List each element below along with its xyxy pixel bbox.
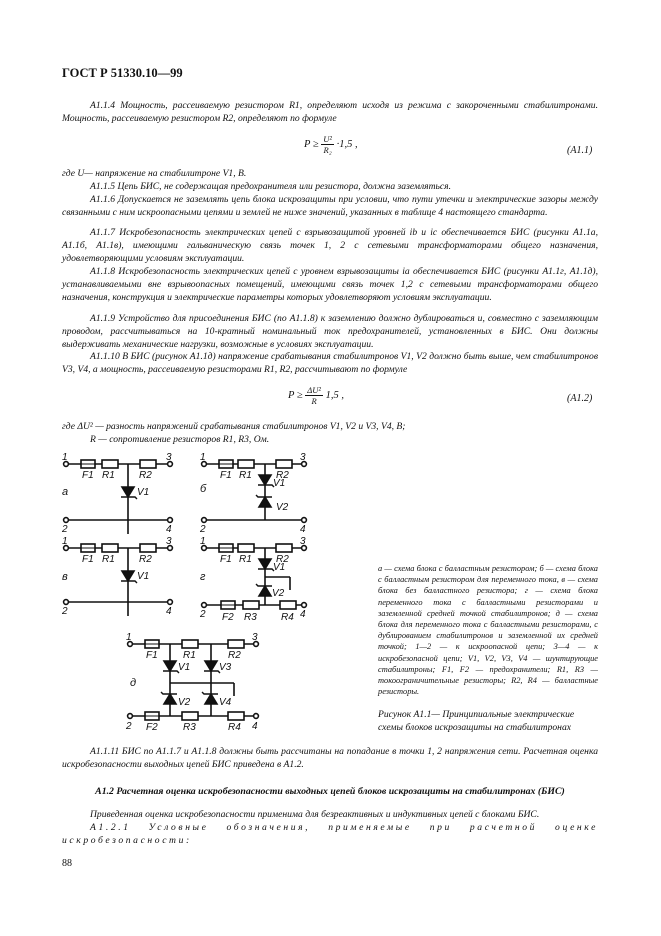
paragraph-a114: А1.1.4 Мощность, рассеиваемую резистором R1, определяют исходя из режима с закороченными стабилитронами. Мощность, рассеиваемую резистором R2, определяют по формуле [62, 100, 598, 124]
label-r1: R1 [183, 650, 196, 661]
label-f2: F2 [222, 612, 234, 623]
paragraph-a119: А1.1.9 Устройство для присоединения БИС (по А1.1.8) к заземлению должно дублироваться и, совместно с заземляющим проводом, рассчитываться на 10-кратный номинальный ток предохранителей, установленных в БИС. Они должны выдерживать механические нагрузки, возможные в условиях эксплуатации. [62, 313, 598, 350]
formula-rhs: ·1,5 , [336, 138, 358, 150]
diagram-b [202, 460, 307, 522]
label-t3: 3 [166, 536, 172, 547]
label-t2: 2 [62, 606, 68, 617]
formula-numerator: U² [323, 134, 332, 144]
label-t4: 4 [300, 524, 306, 535]
label-r2: R2 [276, 470, 289, 481]
label-r1: R1 [239, 554, 252, 565]
label-t4: 4 [300, 609, 306, 620]
diagram-a [64, 460, 173, 534]
label-a: а [62, 486, 69, 498]
formula-denominator: R [311, 396, 317, 406]
label-v2: V2 [276, 502, 289, 513]
label-v2: V2 [272, 588, 285, 599]
label-f1: F1 [82, 554, 94, 565]
label-r1: R1 [102, 554, 115, 565]
figure-caption: Рисунок А1.1— Принципиальные электрические схемы блоков искрозащиты на стабилитронах [378, 709, 575, 733]
label-t4: 4 [166, 524, 172, 535]
where-u: где U— напряжение на стабилитроне V1, В. [62, 168, 247, 179]
formula-numerator: ΔU² [307, 385, 321, 395]
label-v4: V4 [219, 697, 232, 708]
paragraph-a116: А1.1.6 Допускается не заземлять цепь блока искрозащиты при условии, что пути утечки и электрические зазоры между связанными с ним искроопасными цепями и землей не ниже значений, указанных в таблице 4 настоящего стандарта. [62, 194, 598, 218]
label-t3: 3 [300, 536, 306, 547]
label-t1: 1 [200, 536, 206, 547]
paragraph-a121: А1.2.1 Условные обозначения, применяемые при расчетной оценке искробезопасности: [62, 822, 598, 846]
where-delta-u: где ΔU² — разность напряжений срабатывания стабилитронов V1, V2 и V3, V4, В; [62, 421, 406, 432]
label-t2: 2 [126, 721, 132, 732]
label-r2: R2 [139, 554, 152, 565]
label-t1: 1 [62, 536, 68, 547]
label-t4: 4 [166, 606, 172, 617]
label-r3: R3 [183, 722, 196, 733]
label-r1: R1 [102, 470, 115, 481]
label-v1: V1 [137, 487, 150, 498]
label-f1: F1 [146, 650, 158, 661]
equation-number-a12: (А1.2) [567, 393, 593, 404]
formula-lhs: P ≥ [304, 138, 319, 150]
document-header: ГОСТ Р 51330.10—99 [62, 66, 183, 80]
paragraph-a1111: А1.1.11 БИС по А1.1.7 и А1.1.8 должны быть рассчитаны на попадание в точки 1, 2 напряжения сети. Расчетная оценка искробезопасности выходных цепей БИС приведена в А1.2. [62, 746, 598, 770]
label-g: г [200, 571, 206, 583]
label-t1: 1 [126, 632, 132, 643]
label-d: д [130, 677, 137, 689]
diagram-g [202, 544, 307, 609]
label-f1: F1 [82, 470, 94, 481]
label-v1: V1 [273, 562, 286, 573]
section-heading-a12: А1.2 Расчетная оценка искробезопасности выходных цепей блоков искрозащиты на стабилитронах (БИС) [95, 786, 565, 797]
diagram-v [64, 544, 173, 616]
label-t4: 4 [252, 721, 258, 732]
label-t1: 1 [62, 452, 68, 463]
paragraph-a1110: А1.1.10 В БИС (рисунок А1.1д) напряжение срабатывания стабилитронов V1, V2 должно быть выше, чем стабилитронов V3, V4, а мощность, рассеиваемую резисторами R1, R2, рассчитывают по формуле [62, 351, 598, 375]
label-r3: R3 [244, 612, 257, 623]
equation-number-a11: (А1.1) [567, 145, 593, 156]
paragraph-a115: А1.1.5 Цепь БИС, не содержащая предохранителя или резистора, должна заземляться. [90, 181, 452, 192]
label-r4: R4 [228, 722, 241, 733]
label-v1: V1 [178, 662, 191, 673]
formula-rhs: 1,5 , [325, 389, 344, 401]
where-r: R — сопротивление резисторов R1, R3, Ом. [90, 434, 270, 445]
formula-lhs: P ≥ [288, 389, 303, 401]
label-v1: V1 [273, 478, 286, 489]
label-f1: F1 [220, 470, 232, 481]
label-t3: 3 [166, 452, 172, 463]
label-r2: R2 [228, 650, 241, 661]
paragraph-a118: А1.1.8 Искробезопасность электрических цепей с уровнем взрывозащиты ia обеспечивается БИС (рисунки А1.1г, А1.1д), устанавливаемыми вне взрывоопасных помещений, имеющими связь точек 1,2 с сетевыми трансформаторами общего назначения, конструкция и электрические параметры которых удовлетворяют условиям эксплуатации. [62, 266, 598, 303]
label-r2: R2 [139, 470, 152, 481]
formula-denominator: R₂ [323, 145, 332, 155]
label-f2: F2 [146, 722, 158, 733]
label-t1: 1 [200, 452, 206, 463]
label-v: в [62, 571, 68, 583]
label-v3: V3 [219, 662, 232, 673]
label-f1: F1 [220, 554, 232, 565]
label-t2: 2 [200, 524, 206, 535]
label-t2: 2 [200, 609, 206, 620]
paragraph-a117: А1.1.7 Искробезопасность электрических цепей с взрывозащитой уровней ib и ic обеспечивается БИС (рисунки А1.1а, А1.1б, А1.1в), имеющими гальваническую связь точек 1, 2 с сетевыми трансформаторами общего назначения, удовлетворяющими условиям эксплуатации. [62, 227, 598, 264]
label-v1: V1 [137, 571, 150, 582]
label-b: б [200, 483, 207, 495]
label-t3: 3 [252, 632, 258, 643]
figure-legend: а — схема блока с балластным резистором; б — схема блока с балластным резистором для переменного тока, в — схема блока без балластного резистора; г — схема блока переменного тока с балластными резисторами и заземленной средней точкой стабилитронов; д — схема блока для переменного тока с балластными резисторами, с дублированием стабилитронов и заземленной их средней точкой; 1—2 — к искроопасной цепи; 3—4 — к искробезопасной цепи; V1, V2, V3, V4 — шунтирующие стабилитроны; F1, F2 — предохранители; R1, R3 — токоограничительные резисторы; R2, R4 — балластные резисторы. [378, 564, 598, 697]
label-r2: R2 [276, 554, 289, 565]
label-r1: R1 [239, 470, 252, 481]
page-number: 88 [62, 858, 72, 869]
label-v2: V2 [178, 697, 191, 708]
label-t2: 2 [62, 524, 68, 535]
label-t3: 3 [300, 452, 306, 463]
label-r4: R4 [281, 612, 294, 623]
paragraph-a12-intro: Приведенная оценка искробезопасности применима для безреактивных и индуктивных цепей с блоками БИС. [90, 809, 540, 820]
